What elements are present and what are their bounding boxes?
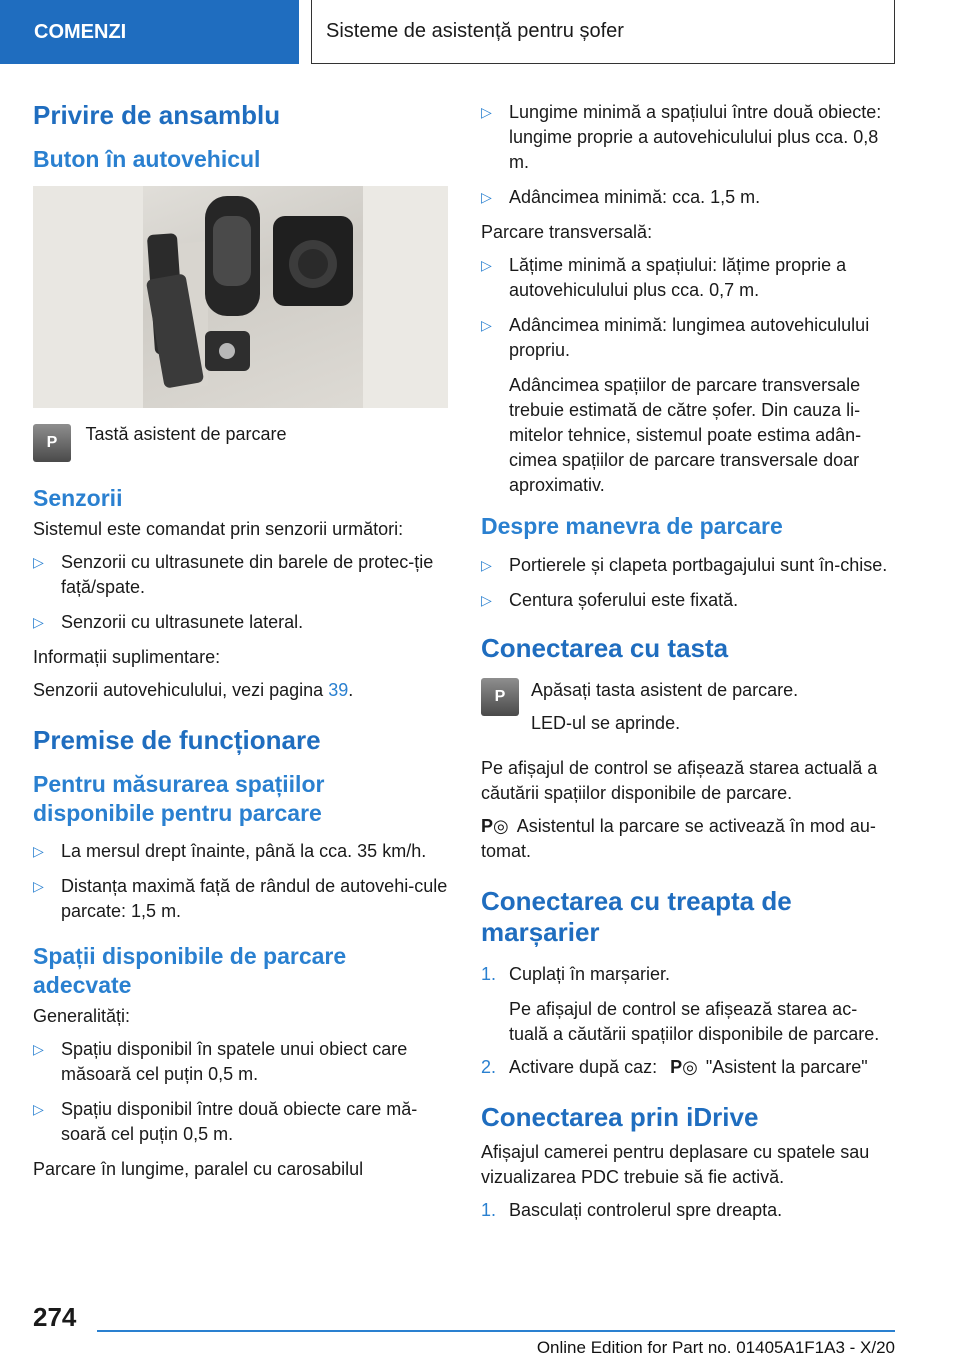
- button-step-1: Apăsați tasta asistent de parcare.: [531, 679, 799, 700]
- auto-text: P◎ Asistentul la parcare se activează în mod au-tomat.: [481, 815, 876, 861]
- general-label: Generalități:: [33, 1005, 131, 1026]
- sensors-intro: Sistemul este comandat prin senzorii următori:: [33, 518, 404, 539]
- transverse-label: Parcare transversală:: [481, 222, 653, 242]
- list-item: ▷ Adâncimea minimă: lungimea autovehiculului propriu.: [481, 315, 870, 360]
- park-assist-small-icon: P◎: [481, 815, 509, 836]
- park-assist-key-row: [33, 424, 448, 462]
- photo-caption: Tastă asistent de parcare: [85, 423, 287, 444]
- parallel-label: Parcare în lungime, paralel cu carosabilul: [33, 1158, 364, 1179]
- page-number: 274: [33, 1302, 77, 1332]
- page-link[interactable]: 39: [328, 679, 349, 700]
- park-assist-small-icon: P◎: [670, 1057, 698, 1078]
- button-in-vehicle-heading: Buton în autovehicul: [33, 146, 261, 173]
- idrive-text: Afișajul camerei pentru deplasare cu spatele sau vizualizarea PDC trebuie să fie activă.: [481, 1141, 870, 1187]
- button-heading: Conectarea cu tasta: [481, 632, 729, 663]
- display-text: Pe afișajul de control se afișează starea actuală a căutării spațiilor disponibile de parcare.: [481, 757, 878, 803]
- list-item: ▷ Lungime minimă a spațiului între două obiecte: lungime proprie a autovehiculului plus cca. 0,8 m.: [481, 102, 882, 172]
- list-item: 1. Basculați controlerul spre dreapta.: [481, 1199, 783, 1220]
- overview-heading: Privire de ansamblu: [33, 100, 281, 130]
- reverse-step-note: Pe afișajul de control se afișează starea ac-tuală a căutării spațiilor disponibile de parcare.: [509, 999, 880, 1045]
- park-assist-icon: P: [33, 424, 71, 462]
- chapter-label: Sisteme de asistență pentru șofer: [326, 20, 624, 42]
- transverse-note: Adâncimea spațiilor de parcare transversale trebuie estimată de către șofer. Din cauza li-mitelor tehnice, sistemul poate estima adân-cimea spațiilor de parcare transversale doar aproximativ.: [509, 375, 862, 495]
- list-item: ▷ Centura șoferului este fixată.: [481, 589, 739, 610]
- measure-heading: Pentru măsurarea spațiilor disponibile pentru parcare: [33, 770, 325, 826]
- list-item: ▷ Portierele și clapeta portbagajului sunt în-chise.: [481, 554, 888, 575]
- chapter-tab: [311, 0, 895, 64]
- reverse-heading: Conectarea cu treapta de marșarier: [481, 885, 792, 948]
- list-item: ▷ Spațiu disponibil între două obiecte care mă-soară cel puțin 0,5 m.: [33, 1098, 418, 1144]
- maneuver-heading: Despre manevra de parcare: [481, 513, 783, 539]
- section-tab: [0, 0, 299, 64]
- idrive-heading: Conectarea prin iDrive: [481, 1102, 759, 1133]
- list-item: ▷ Distanța maximă față de rândul de autovehi-cule parcate: 1,5 m.: [33, 876, 448, 922]
- list-item: ▷ Spațiu disponibil în spatele unui obiect care măsoară cel puțin 0,5 m.: [33, 1038, 408, 1084]
- right-column: [481, 100, 895, 1233]
- park-assist-icon: P: [481, 678, 519, 716]
- edition-footer: Online Edition for Part no. 01405A1F1A3 - X/20: [536, 1338, 895, 1357]
- list-item: ▷ Lățime minimă a spațiului: lățime proprie a autovehiculului plus cca. 0,7 m.: [481, 255, 847, 300]
- premise-heading: Premise de funcționare: [33, 724, 321, 755]
- spaces-heading: Spații disponibile de parcare adecvate: [33, 943, 347, 999]
- list-item: 2. Activare după caz: P◎ "Asistent la parcare": [481, 1057, 868, 1078]
- section-label: COMENZI: [34, 20, 127, 43]
- sensors-heading: Senzorii: [33, 484, 123, 511]
- button-steps: [481, 678, 895, 744]
- list-item: ▷ Senzorii cu ultrasunete din barele de protec-ție față/spate.: [33, 551, 434, 597]
- reference: Senzorii autovehiculului, vezi pagina 39.: [33, 679, 354, 700]
- info-label: Informații suplimentare:: [33, 646, 221, 667]
- left-column: [33, 100, 448, 1190]
- button-step-2: LED-ul se aprinde.: [531, 712, 681, 733]
- list-item: ▷ Senzorii cu ultrasunete lateral.: [33, 611, 304, 632]
- list-item: 1. Cuplați în marșarier.: [481, 964, 671, 985]
- list-item: ▷ La mersul drept înainte, până la cca. 35 km/h.: [33, 841, 427, 862]
- list-item: ▷ Adâncimea minimă: cca. 1,5 m.: [481, 187, 761, 207]
- center-console-photo: [33, 186, 448, 408]
- footer-divider: [97, 1330, 895, 1332]
